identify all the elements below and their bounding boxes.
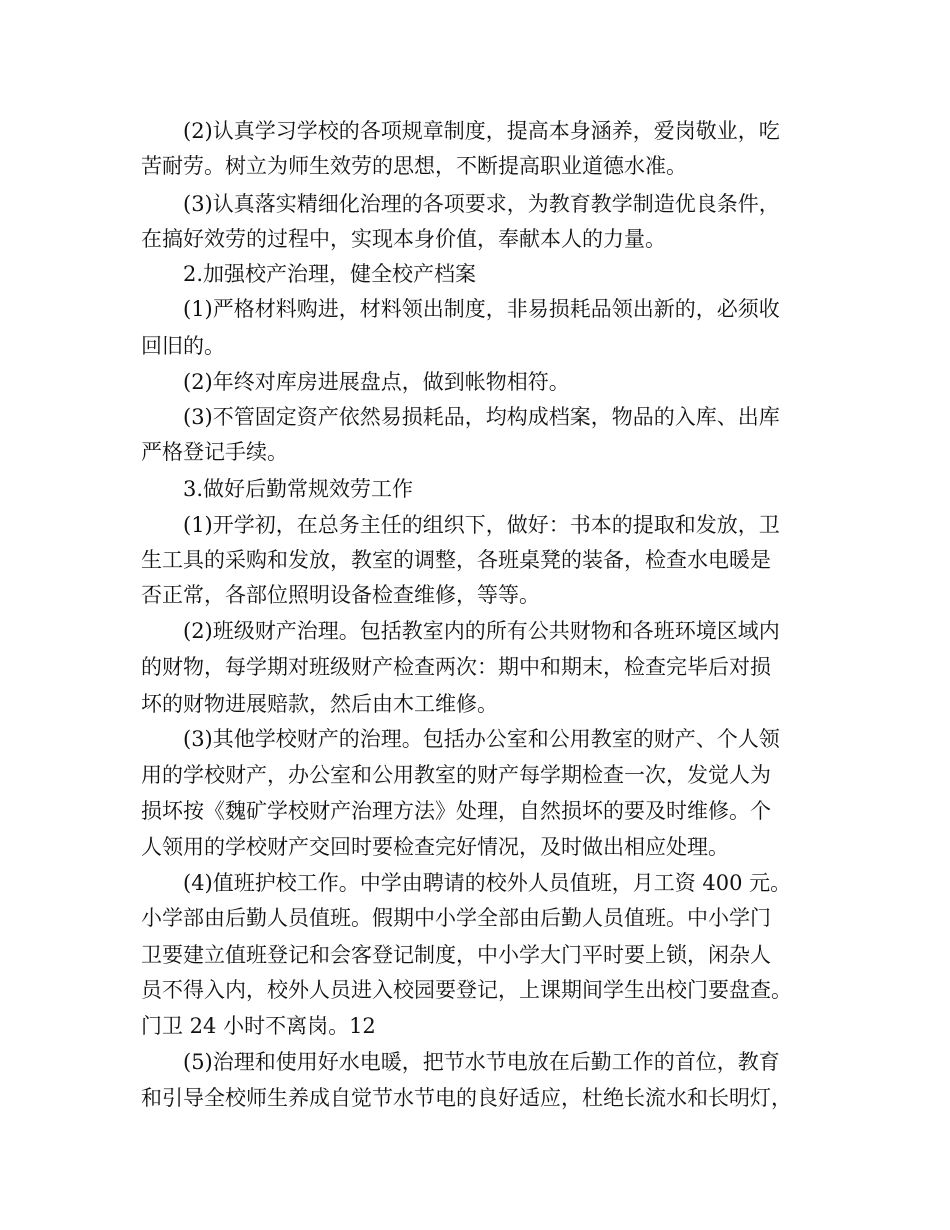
text-line: 否正常，各部位照明设备检查维修，等等。 xyxy=(141,583,540,607)
text-line: (4)值班护校工作。中学由聘请的校外人员值班，月工资 400 元。 xyxy=(183,871,792,895)
section-heading: 2.加强校产治理，健全校产档案 xyxy=(183,262,477,286)
text-line: 人领用的学校财产交回时要检查完好情况，及时做出相应处理。 xyxy=(141,835,729,859)
text-line: 门卫 24 小时不离岗。12 xyxy=(141,1014,376,1038)
text-line: 回旧的。 xyxy=(141,334,225,358)
text-line: (3)其他学校财产的治理。包括办公室和公用教室的财产、个人领 xyxy=(183,727,780,751)
text-line: (1)严格材料购进，材料领出制度，非易损耗品领出新的，必须收 xyxy=(183,297,780,321)
section-heading: 3.做好后勤常规效劳工作 xyxy=(183,477,414,501)
text-line: 苦耐劳。树立为师生效劳的思想，不断提高职业道德水准。 xyxy=(141,154,687,178)
text-line: 坏的财物进展赔款，然后由木工维修。 xyxy=(141,692,498,716)
text-line: (2)认真学习学校的各项规章制度，提高本身涵养，爱岗敬业，吃 xyxy=(183,119,780,143)
text-line: 员不得入内，校外人员进入校园要登记，上课期间学生出校门要盘查。 xyxy=(141,978,792,1002)
text-line: (5)治理和使用好水电暖，把节水节电放在后勤工作的首位，教育 xyxy=(183,1050,780,1074)
text-line: 严格登记手续。 xyxy=(141,440,288,464)
text-line: (3)不管固定资产依然易损耗品，均构成档案，物品的入库、出库 xyxy=(183,405,780,429)
text-line: 小学部由后勤人员值班。假期中小学全部由后勤人员值班。中小学门 xyxy=(141,906,771,930)
text-line: (1)开学初，在总务主任的组织下，做好：书本的提取和发放，卫 xyxy=(183,513,780,537)
text-line: 卫要建立值班登记和会客登记制度，中小学大门平时要上锁，闲杂人 xyxy=(141,943,771,967)
text-line: 损坏按《魏矿学校财产治理方法》处理，自然损坏的要及时维修。个 xyxy=(141,799,771,823)
text-line: 的财物，每学期对班级财产检查两次：期中和期末，检查完毕后对损 xyxy=(141,655,771,679)
text-line: 生工具的采购和发放，教室的调整，各班桌凳的装备，检查水电暖是 xyxy=(141,548,771,572)
text-line: (3)认真落实精细化治理的各项要求，为教育教学制造优良条件， xyxy=(183,192,780,216)
text-line: 在搞好效劳的过程中，实现本身价值，奉献本人的力量。 xyxy=(141,227,666,251)
text-line: 和引导全校师生养成自觉节水节电的良好适应，杜绝长流水和长明灯， xyxy=(141,1086,792,1110)
text-line: 用的学校财产，办公室和公用教室的财产每学期检查一次，发觉人为 xyxy=(141,763,771,787)
text-line: (2)班级财产治理。包括教室内的所有公共财物和各班环境区域内 xyxy=(183,619,780,643)
text-line: (2)年终对库房进展盘点，做到帐物相符。 xyxy=(183,370,570,394)
